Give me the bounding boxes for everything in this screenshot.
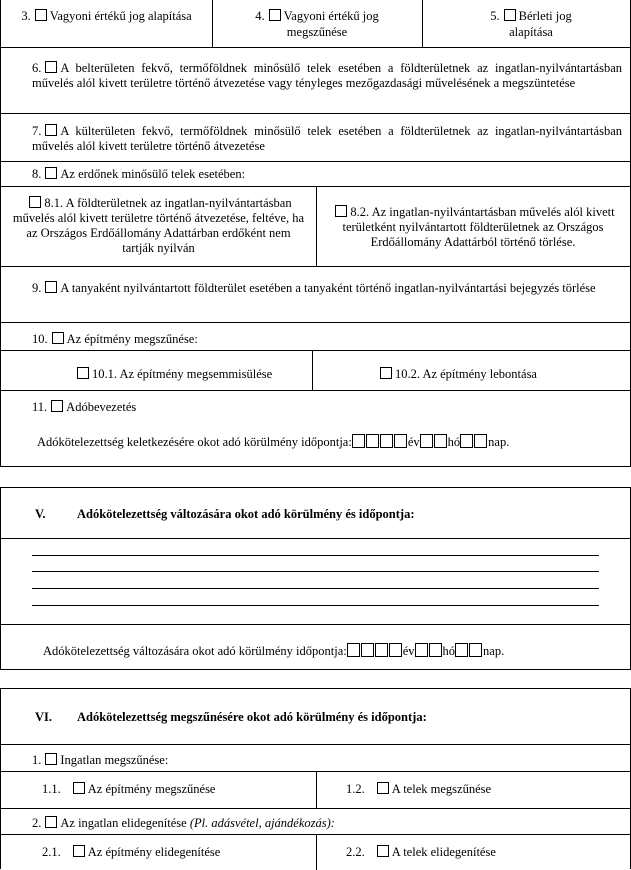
checkbox-10-2[interactable]: [380, 367, 392, 379]
row-vi-1: [1, 744, 630, 771]
day-box[interactable]: [460, 434, 473, 448]
blank-line[interactable]: [32, 571, 599, 572]
year-box[interactable]: [366, 434, 379, 448]
year-unit: év: [402, 644, 415, 658]
date-row-iv: [37, 434, 509, 450]
row-10-subitems: [1, 350, 630, 390]
vi-item-1-1-text: Az építmény megszűnése: [87, 782, 216, 796]
row-7: [1, 113, 630, 161]
vi-item-1-text: Ingatlan megszűnése:: [60, 753, 169, 767]
cell-8-2: [316, 187, 630, 266]
row-vi-2-subitems: [1, 834, 630, 870]
cell-8-1: [1, 187, 316, 266]
year-box[interactable]: [352, 434, 365, 448]
day-unit: nap.: [488, 435, 510, 449]
section-v-frame: [0, 487, 631, 670]
vi-item-2-2-text: A telek elidegenítése: [391, 845, 496, 859]
cell-vi-2-2: [316, 835, 630, 870]
cell-4: [212, 0, 422, 47]
checkbox-7[interactable]: [45, 124, 57, 136]
cell-10-2: [312, 351, 630, 390]
vi-item-2-1-label: 2.1.: [42, 845, 61, 859]
row-6: [1, 47, 630, 113]
item-10-label: 10.: [32, 332, 48, 346]
date-label-v: Adókötelezettség változására okot adó körülmény időpontja:: [43, 644, 347, 658]
item-5-label: 5.: [490, 9, 500, 23]
cell-3: [1, 0, 212, 47]
vi-item-2-text: Az ingatlan elidegenítése: [60, 816, 187, 830]
day-unit: nap.: [483, 644, 505, 658]
checkbox-10-1[interactable]: [77, 367, 89, 379]
checkbox-3[interactable]: [35, 9, 47, 21]
section-vi-heading: [35, 710, 427, 725]
blank-line[interactable]: [32, 588, 599, 589]
month-box[interactable]: [415, 643, 428, 657]
year-box[interactable]: [347, 643, 360, 657]
checkbox-10[interactable]: [52, 332, 64, 344]
checkbox-vi-1-1[interactable]: [73, 782, 85, 794]
checkbox-4[interactable]: [269, 9, 281, 21]
year-unit: év: [407, 435, 420, 449]
section-v-heading: [35, 507, 414, 522]
cell-vi-1-2: [316, 772, 630, 808]
month-box[interactable]: [420, 434, 433, 448]
item-8-1-label: 8.1.: [44, 196, 64, 210]
item-4-label: 4.: [255, 9, 265, 23]
year-box[interactable]: [361, 643, 374, 657]
row-8: [1, 161, 630, 186]
checkbox-11[interactable]: [51, 400, 63, 412]
item-9-label: 9.: [32, 281, 42, 295]
year-box[interactable]: [394, 434, 407, 448]
row-9: [1, 266, 630, 322]
blank-line[interactable]: [32, 555, 599, 556]
item-11-label: 11.: [32, 400, 48, 414]
checkbox-8-1[interactable]: [29, 196, 41, 208]
item-6-text: A belterületen fekvő, termőföldnek minősülő telek esetében a földterületnek az ingatlan-nyilvántartásban művelés alól kivett területre történő átvezetése vagy tényleges mezőgazdasági művelésének a megszüntetése: [32, 61, 622, 90]
vi-item-2-label: 2.: [32, 816, 42, 830]
item-5-text: Bérleti jog alapítása: [509, 9, 572, 39]
row-vi-2: [1, 808, 630, 834]
cell-vi-1-1: [1, 772, 316, 808]
item-6-label: 6.: [32, 61, 42, 75]
checkbox-8-2[interactable]: [335, 205, 347, 217]
item-7-label: 7.: [32, 124, 42, 138]
vi-item-1-1-label: 1.1.: [42, 782, 61, 796]
section-v-roman: V.: [35, 507, 46, 521]
item-4-text: Vagyoni értékű jog megszűnése: [283, 9, 379, 39]
item-8-label: 8.: [32, 167, 42, 181]
month-unit: hó: [447, 435, 461, 449]
section-v-title: Adókötelezettség változására okot adó körülmény és időpontja:: [77, 507, 415, 521]
month-box[interactable]: [429, 643, 442, 657]
row-8-subitems: [1, 186, 630, 266]
row-3-4-5: [1, 0, 630, 47]
day-box[interactable]: [474, 434, 487, 448]
cell-10-1: [1, 351, 312, 390]
checkbox-6[interactable]: [45, 61, 57, 73]
section-vi-roman: VI.: [35, 710, 53, 724]
vi-item-1-2-text: A telek megszűnése: [391, 782, 492, 796]
checkbox-8[interactable]: [45, 167, 57, 179]
year-box[interactable]: [375, 643, 388, 657]
checkbox-5[interactable]: [504, 9, 516, 21]
year-box[interactable]: [380, 434, 393, 448]
day-box[interactable]: [455, 643, 468, 657]
checkbox-vi-1-2[interactable]: [377, 782, 389, 794]
cell-5: [422, 0, 630, 47]
checkbox-vi-2-1[interactable]: [73, 845, 85, 857]
item-9-text: A tanyaként nyilvántartott földterület esetében a tanyaként történő ingatlan-nyilvántartási bejegyzés törlése: [60, 281, 596, 295]
checkbox-9[interactable]: [45, 281, 57, 293]
item-8-text: Az erdőnek minősülő telek esetében:: [60, 167, 246, 181]
checkbox-vi-1[interactable]: [45, 753, 57, 765]
cell-vi-2-1: [1, 835, 316, 870]
vi-item-1-2-label: 1.2.: [346, 782, 365, 796]
section-vi-title: Adókötelezettség megszűnésére okot adó körülmény és időpontja:: [77, 710, 427, 724]
vi-item-2-2-label: 2.2.: [346, 845, 365, 859]
blank-line[interactable]: [32, 605, 599, 606]
checkbox-vi-2-2[interactable]: [377, 845, 389, 857]
day-box[interactable]: [469, 643, 482, 657]
item-10-1-label: 10.1.: [92, 367, 117, 381]
item-10-2-text: Az építmény lebontása: [422, 367, 537, 381]
row-11: [1, 390, 630, 466]
section-vi-frame: [0, 688, 631, 869]
row-10: [1, 322, 630, 350]
vi-item-1-label: 1.: [32, 753, 42, 767]
item-10-1-text: Az építmény megsemmisülése: [119, 367, 273, 381]
item-10-2-label: 10.2.: [395, 367, 420, 381]
section-v-lines: [1, 538, 630, 624]
checkbox-vi-2[interactable]: [45, 816, 57, 828]
item-8-1-text: A földterületnek az ingatlan-nyilvántartásban művelés alól kivett területre történő átvezetése, feltéve, ha az Országos Erdőállomány Adattárban erdőként nem tartják nyilván: [12, 196, 305, 255]
section-v-date-row: [1, 624, 630, 669]
item-7-text: A külterületen fekvő, termőföldnek minősülő telek esetében a földterületnek az ingatlan-nyilvántartásban művelés alól kivett területre történő átvezetése: [32, 124, 622, 153]
item-3-label: 3.: [21, 9, 31, 23]
row-vi-1-subitems: [1, 771, 630, 808]
vi-item-2-note: (Pl. adásvétel, ajándékozás):: [189, 816, 335, 830]
item-10-text: Az építmény megszűnése:: [66, 332, 198, 346]
item-8-2-label: 8.2.: [350, 205, 370, 219]
item-8-2-text: Az ingatlan-nyilvántartásban művelés alól kivett területként nyilvántartott földterületnek az Országos Erdőállomány Adattárból történő törlése.: [342, 205, 615, 249]
item-3-text: Vagyoni értékű jog alapítása: [49, 9, 192, 23]
month-unit: hó: [442, 644, 456, 658]
vi-item-2-1-text: Az építmény elidegenítése: [87, 845, 221, 859]
item-11-text: Adóbevezetés: [66, 400, 137, 414]
date-label-iv: Adókötelezettség keletkezésére okot adó körülmény időpontja:: [37, 435, 352, 449]
year-box[interactable]: [389, 643, 402, 657]
month-box[interactable]: [434, 434, 447, 448]
